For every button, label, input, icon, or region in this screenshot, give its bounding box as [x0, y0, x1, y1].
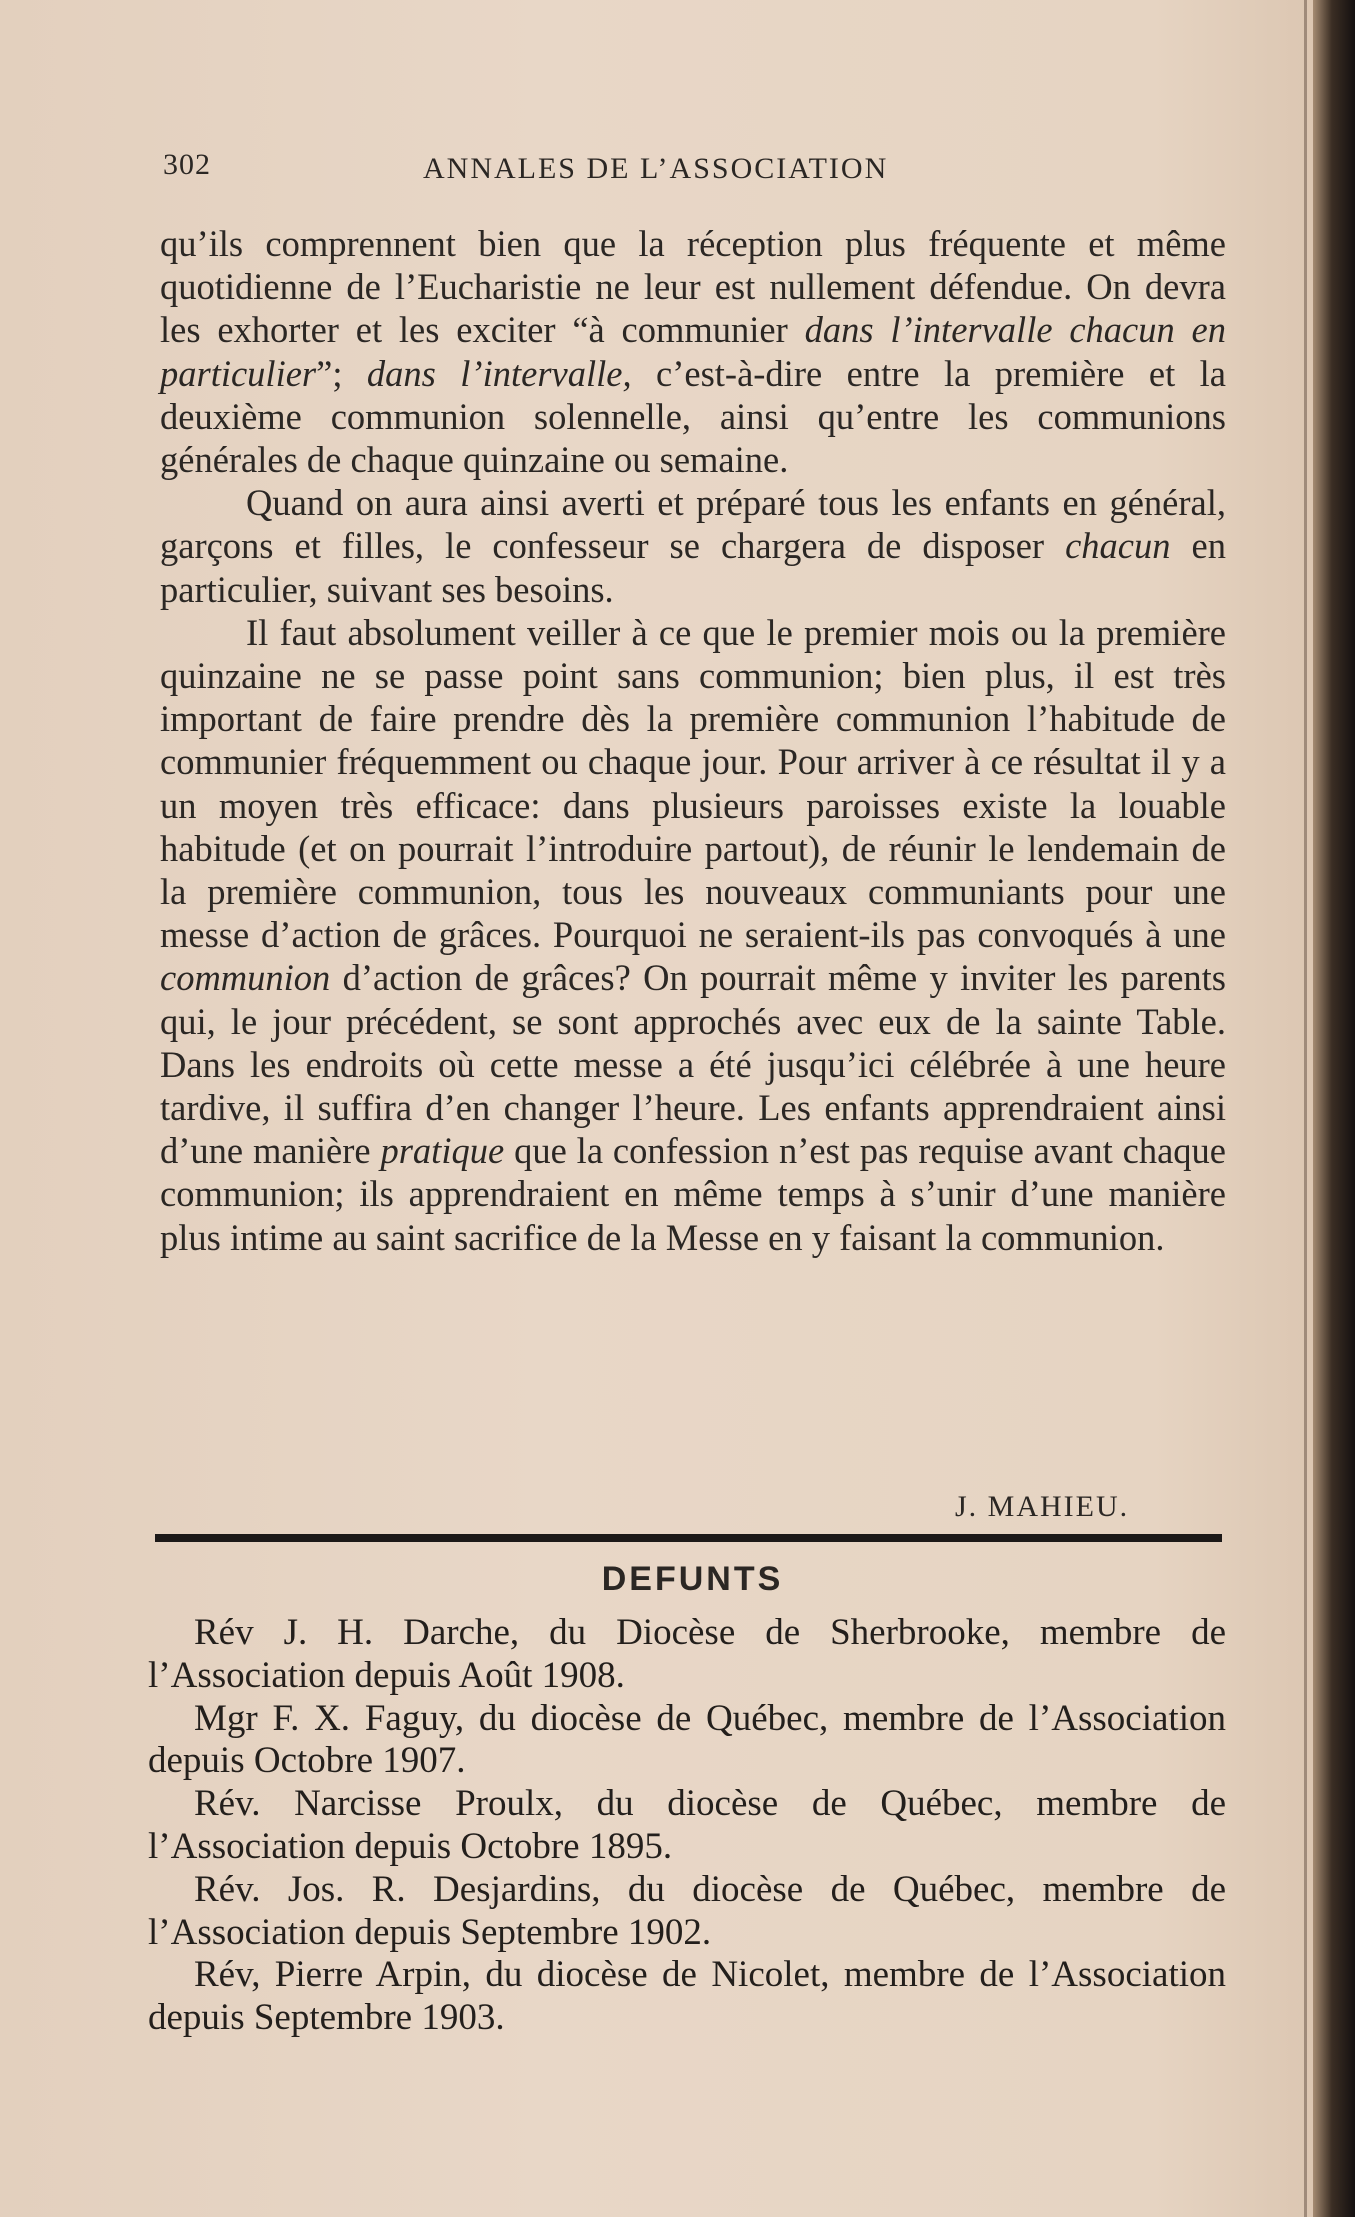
page-gutter-line [1304, 0, 1307, 2217]
paragraph-1: qu’ils comprennent bien que la réception plus fréquente et même quotidienne de l’Eucharistie ne leur est nullement défendue. On devra les exhorter et les exciter “à communier dans l’intervalle chacun en particulier”; dans l’intervalle, c’est-à-dire entre la première et la deuxième communion solennelle, ainsi qu’entre les communions générales de chaque quinzaine ou semaine. [160, 223, 1227, 481]
defunt-entry: Rév, Pierre Arpin, du diocèse de Nicolet, membre de l’Association depuis Septembre 1903. [148, 1954, 1226, 2039]
section-divider [155, 1534, 1222, 1542]
paragraph-3: Il faut absolument veiller à ce que le premier mois ou la première quinzaine ne se passe point sans communion; bien plus, il est très important de faire prendre dès la première communion l’habitude de communier fréquemment ou chaque jour. Pour arriver à ce résultat il y a un moyen très efficace: dans plusieurs paroisses existe la louable habitude (et on pourrait l’introduire partout), de réunir le lendemain de la première communion, tous les nouveaux communiants pour une messe d’action de grâces. Pourquoi ne seraient-ils pas convoqués à une communion d’action de grâces? On pourrait même y inviter les parents qui, le jour précédent, se sont approchés avec eux de la sainte Table. Dans les endroits où cette messe a été jusqu’ici célébrée à une heure tardive, il suffira d’en changer l’heure. Les enfants apprendraient ainsi d’une manière pratique que la confession n’est pas requise avant chaque communion; ils apprendraient en même temps à s’unir d’une manière plus intime au saint sacrifice de la Messe en y faisant la communion. [160, 611, 1226, 1258]
defunts-list [148, 1612, 1226, 2040]
defunt-entry: Rév. Narcisse Proulx, du diocèse de Québec, membre de l’Association depuis Octobre 1895. [148, 1783, 1226, 1867]
defunt-entry: Rév J. H. Darche, du Diocèse de Sherbrooke, membre de l’Association depuis Août 1908. [148, 1612, 1226, 1696]
defunt-entry: Mgr F. X. Faguy, du diocèse de Québec, membre de l’Association depuis Octobre 1907. [148, 1697, 1226, 1782]
running-title: ANNALES DE L’ASSOCIATION [423, 152, 889, 185]
author-signature: J. MAHIEU. [955, 1490, 1130, 1523]
book-binding-edge [1313, 0, 1355, 2217]
page-header [163, 148, 1233, 198]
defunt-entry: Rév. Jos. R. Desjardins, du diocèse de Québec, membre de l’Association depuis Septembre 1902. [148, 1868, 1226, 1953]
section-title: DEFUNTS [601, 1560, 784, 1598]
article-body [160, 222, 1226, 1259]
paragraph-2: Quand on aura ainsi averti et préparé tous les enfants en général, garçons et filles, le confesseur se chargera de disposer chacun en particulier, suivant ses besoins. [160, 482, 1226, 610]
page-number: 302 [163, 148, 211, 181]
